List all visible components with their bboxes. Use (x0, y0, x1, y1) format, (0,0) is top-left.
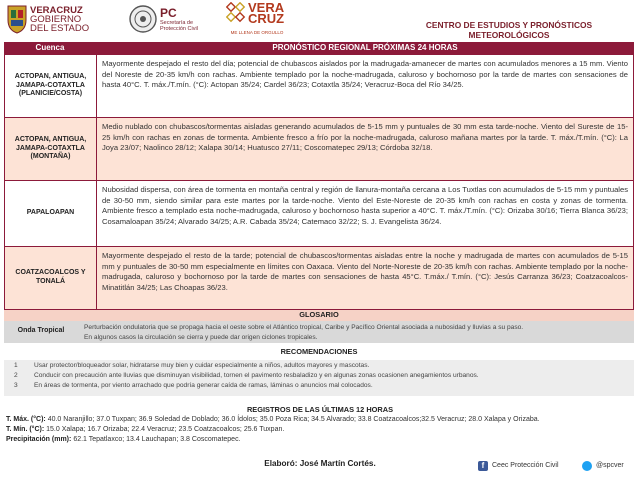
item-number: 3 (14, 382, 18, 389)
vc-word-1: VERA (248, 0, 285, 15)
tmin-values: 15.0 Xalapa; 16.7 Orizaba; 22.4 Veracruz; 23.5 Coatzacoalcos; 25.6 Tuxpan. (46, 426, 285, 433)
logo-line-3: DEL ESTADO (30, 23, 90, 34)
tmax-values: 40.0 Naranjillo; 37.0 Tuxpan; 36.9 Soledad de Doblado; 36.0 Ídolos; 35.0 Poza Rica; 34.5 Alvarado; 33.8 Coatzacoalcos;32.5 Veracruz; 28.0 Xalapa y Orizaba. (47, 416, 540, 423)
table-row (4, 54, 634, 118)
basin-name: ACTOPAN, ANTIGUA, JAMAPA-COTAXTLA (MONTAÑA) (5, 118, 97, 180)
author-credit: Elaboró: José Martín Cortés. (264, 459, 376, 468)
basin-name: COATZACOALCOS Y TONALÁ (5, 247, 97, 309)
column-header-forecast: PRONÓSTICO REGIONAL PRÓXIMAS 24 HORAS (272, 43, 458, 52)
vc-logo-word (248, 2, 284, 24)
page-title: CENTRO DE ESTUDIOS Y PRONÓSTICOS METEOROLÓGICOS (425, 20, 593, 40)
social-links (478, 461, 638, 473)
precip-values: 62.1 Tepatlaxco; 13.4 Lauchapan; 3.8 Coscomatepec. (73, 436, 241, 443)
vc-word-2: CRUZ (248, 11, 285, 26)
pc-logo-title: PC (160, 6, 177, 20)
logo-line-2: GOBIERNO (30, 14, 82, 25)
records-tmin (6, 426, 632, 435)
twitter-link[interactable]: @spcver (596, 462, 624, 469)
proteccion-civil-logo (128, 4, 228, 38)
forecast-text: Mayormente despejado el resto de la tarde; potencial de chubascos/tormentas aisladas entre la noche y madrugada de martes con acumulados de 5-15 mm y puntuales de 30-50 mm especialmente en límites con Oaxaca. Viento del Norte-Noreste de 20-35 km/h con rachas. Ambiente templado por la noche-madrugada, caluroso y bochornoso por la tarde de martes con sensaciones de hasta 45°C. T.máx./ T.mín. (°C): Jesús Carranza 36/23; Coatzacoalcos-Minatitlán 34/25; Las Choapas 36/23. (97, 247, 633, 309)
table-row (4, 181, 634, 247)
tmin-label: T. Mín. (°C): (6, 426, 45, 433)
tmax-label: T. Máx. (°C): (6, 416, 46, 423)
glossary-definition (84, 323, 630, 342)
list-item (4, 382, 634, 391)
logo-line-1: VERACRUZ (30, 5, 83, 16)
records-title: REGISTROS DE LAS ÚLTIMAS 12 HORAS (246, 405, 394, 414)
item-text: Conducir con precaución ante lluvias que disminuyan visibilidad, tornen el pavimento resbaladizo y en algunas zonas ocasionen anegamientos urbanos. (34, 372, 479, 379)
glossary-section (4, 321, 634, 343)
recommendations-section (4, 360, 634, 396)
records-precip (6, 436, 632, 445)
seal-icon (128, 4, 158, 34)
veracruz-pride-logo (226, 2, 286, 40)
facebook-link[interactable]: Ceec Protección Civil (492, 462, 559, 469)
forecast-text: Mayormente despejado el resto del día; potencial de chubascos aislados por la madrugada-amanecer de martes con acumulados menores a 15 mm. Viento del Noreste de 20-35 km/h con rachas. Ambiente templado por la noche-madrugada, caluroso y bochornoso por la tarde de martes con sensaciones de hasta 40°C. T. máx./T.mín. (°C): Actopan 35/24; Cardel 36/23; Cotaxtla 35/24; Veracruz-Boca del Río 34/25. (102, 59, 628, 89)
item-number: 2 (14, 372, 18, 379)
list-item (4, 362, 634, 371)
basin-name: ACTOPAN, ANTIGUA, JAMAPA-COTAXTLA (PLANICIE/COSTA) (5, 55, 97, 117)
vc-logo-tagline: ME LLENA DE ORGULLO (230, 30, 284, 35)
recommendations-title: RECOMENDACIONES (4, 347, 634, 358)
forecast-text: Nubosidad dispersa, con área de tormenta en montaña central y región de llanura-montaña cercana a Los Tuxtlas con acumulados de 5-15 mm y puntuales de 30-50 mm, siendo similar para este martes por la tarde-noche. Viento del Este-Noreste de 20-35 km/h con rachas en costa y zonas de tormenta. Ambiente fresco a templado esta noche-madrugada, caluroso y bochornoso hasta superior a 40°C. T. máx./T.mín. (°C): Orizaba 30/16; Tierra Blanca 36/23; Cosamaloapan 35/24; Alvarado 34/25; A.R. Cabada 35/24; Catemaco 32/22; S. J. Evangelista 36/24. (102, 185, 628, 226)
records-tmax (6, 416, 632, 425)
page-header (0, 0, 640, 42)
glossary-definition-line-2: En algunos casos la circulación se cierra y puede dar origen ciclones tropicales. (84, 333, 318, 341)
knot-pattern-icon (226, 2, 246, 26)
item-text: En áreas de tormenta, por viento arrachado que podría generar caída de ramas, láminas o anuncios mal colocados. (34, 382, 373, 389)
basin-name: PAPALOAPAN (5, 181, 97, 246)
pc-logo-subtitle: Secretaría de Protección Civil (160, 20, 198, 32)
veracruz-logo-text (30, 6, 89, 33)
forecast-text: Medio nublado con chubascos/tormentas aisladas generando acumulados de 5-15 mm y puntuales de 30 mm esta tarde-noche. Viento del Sureste de 15-25 km/h con rachas en zonas de tormenta. Ambiente fresco a frío por la noche-madrugada, caluroso mañana martes por la tarde. T. máx./T.mín. (°C): La Joya 23/07; Naolinco 28/12; Xalapa 30/14; Huatusco 27/11; Coscomatepec 29/13; Córdoba 32/18. (97, 118, 633, 180)
veracruz-government-logo (6, 4, 106, 38)
precip-label: Precipitación (mm): (6, 436, 72, 443)
item-text: Usar protector/bloqueador solar, hidratarse muy bien y cuidar especialmente a niños, adultos mayores y mascotas. (34, 362, 370, 369)
twitter-icon[interactable] (582, 461, 592, 471)
glossary-definition-line-1: Perturbación ondulatoria que se propaga hacia el oeste sobre el Atlántico tropical, Caribe y Pacífico Oriental asociada a nubosidad y lluvias a su paso. (84, 324, 524, 331)
coat-of-arms-icon (6, 4, 28, 34)
glossary-term: Onda Tropical (17, 327, 65, 334)
table-row (4, 118, 634, 181)
forecast-table-header (4, 42, 634, 54)
list-item (4, 372, 634, 381)
table-row (4, 247, 634, 310)
column-header-basin: Cuenca (35, 43, 65, 52)
glossary-title: GLOSARIO (4, 310, 634, 321)
item-number: 1 (14, 362, 18, 369)
facebook-icon[interactable]: f (478, 461, 488, 471)
